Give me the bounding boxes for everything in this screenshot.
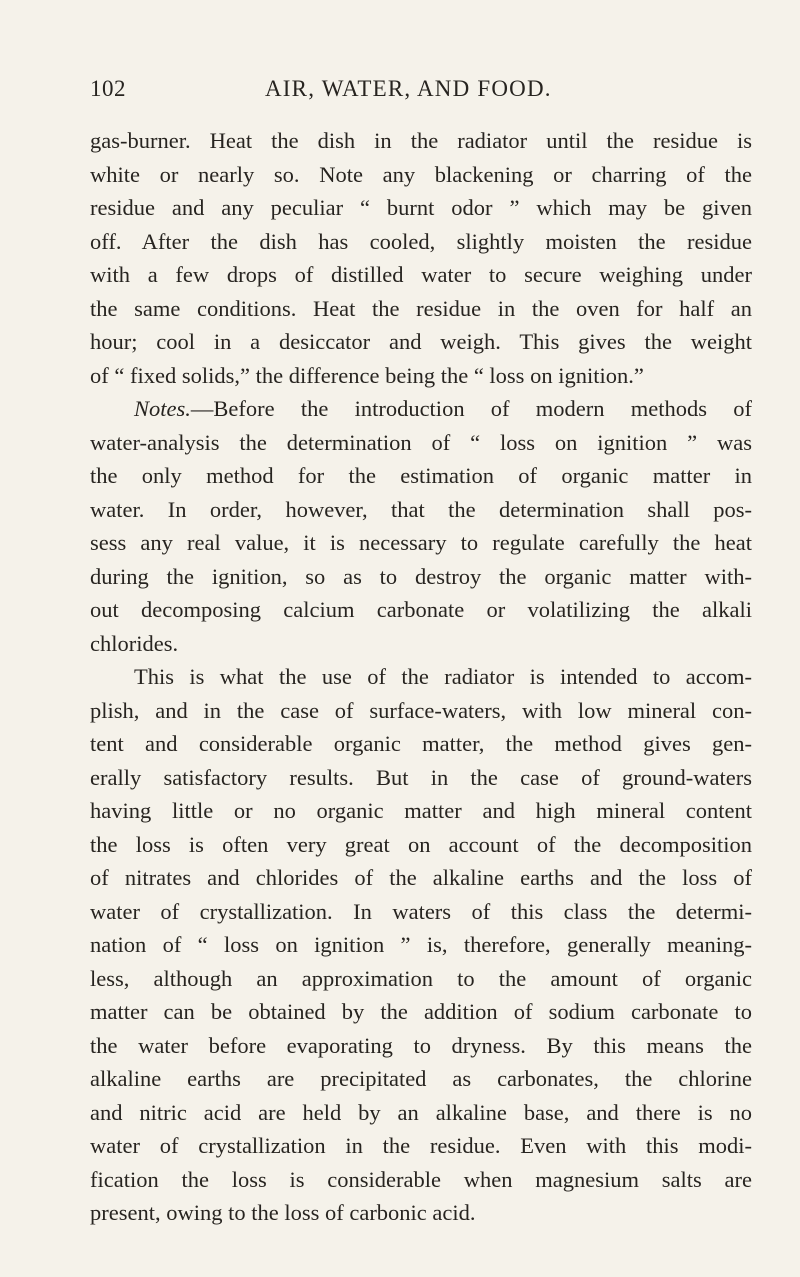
text-line: water of crystallization. In waters of this class the determi- [90, 898, 752, 924]
paragraph-1 [90, 124, 752, 392]
body-text [90, 124, 752, 1230]
text-line: of nitrates and chlorides of the alkaline earths and the loss of [90, 865, 752, 890]
text-line: water-analysis the determination of “ loss on ignition ” was [90, 429, 752, 455]
text-line: hour; cool in a desiccator and weigh. This gives the weight [90, 329, 752, 354]
text-line: matter can be obtained by the addition of sodium carbonate to [90, 999, 752, 1024]
text-line: with a few drops of distilled water to secure weighing under [90, 262, 752, 287]
text-line: erally satisfactory results. But in the case of ground-waters [90, 764, 752, 790]
text-line: This is what the use of the radiator is intended to accom- [134, 664, 752, 689]
text-line: residue and any peculiar “ burnt odor ” which may be given [90, 195, 752, 220]
text-line: of “ fixed solids,” the difference being the “ loss on ignition.” [90, 362, 644, 388]
text-line: tent and considerable organic matter, the method gives gen- [90, 731, 752, 756]
text-line: fication the loss is considerable when magnesium salts are [90, 1166, 752, 1192]
text-line: having little or no organic matter and high mineral content [90, 798, 752, 823]
text-line: out decomposing calcium carbonate or volatilizing the alkali [90, 597, 752, 622]
text-line: and nitric acid are held by an alkaline base, and there is no [90, 1099, 752, 1125]
text-line: less, although an approximation to the amount of organic [90, 965, 752, 991]
text-line: sess any real value, it is necessary to regulate carefully the heat [90, 530, 752, 555]
text-line: water. In order, however, that the determination shall pos- [90, 496, 752, 522]
text-line: gas-burner. Heat the dish in the radiator until the residue is [90, 128, 752, 153]
running-head: AIR, WATER, AND FOOD. [265, 76, 552, 101]
notes-label: Notes. [134, 396, 191, 421]
text-line: the same conditions. Heat the residue in the oven for half an [90, 295, 752, 321]
text-line: chlorides. [90, 630, 179, 656]
text-line: present, owing to the loss of carbonic acid. [90, 1200, 476, 1225]
text-line: water of crystallization in the residue. Even with this modi- [90, 1133, 752, 1158]
page-number: 102 [90, 76, 126, 101]
page-header [90, 76, 752, 116]
notes-first-line-text: —Before the introduction of modern methods of [190, 396, 752, 421]
text-line: off. After the dish has cooled, slightly moisten the residue [90, 228, 752, 254]
text-line: plish, and in the case of surface-waters, with low mineral con- [90, 697, 752, 723]
paragraph-3 [90, 660, 752, 1230]
text-line: nation of “ loss on ignition ” is, therefore, generally meaning- [90, 932, 752, 957]
text-line: the loss is often very great on account of the decomposition [90, 831, 752, 857]
paragraph-notes [90, 392, 752, 660]
text-line: the only method for the estimation of organic matter in [90, 463, 752, 488]
text-line: the water before evaporating to dryness. By this means the [90, 1032, 752, 1058]
text-line [90, 392, 752, 426]
text-line: alkaline earths are precipitated as carbonates, the chlorine [90, 1066, 752, 1091]
text-line: during the ignition, so as to destroy the organic matter with- [90, 563, 752, 589]
text-line: white or nearly so. Note any blackening or charring of the [90, 161, 752, 187]
